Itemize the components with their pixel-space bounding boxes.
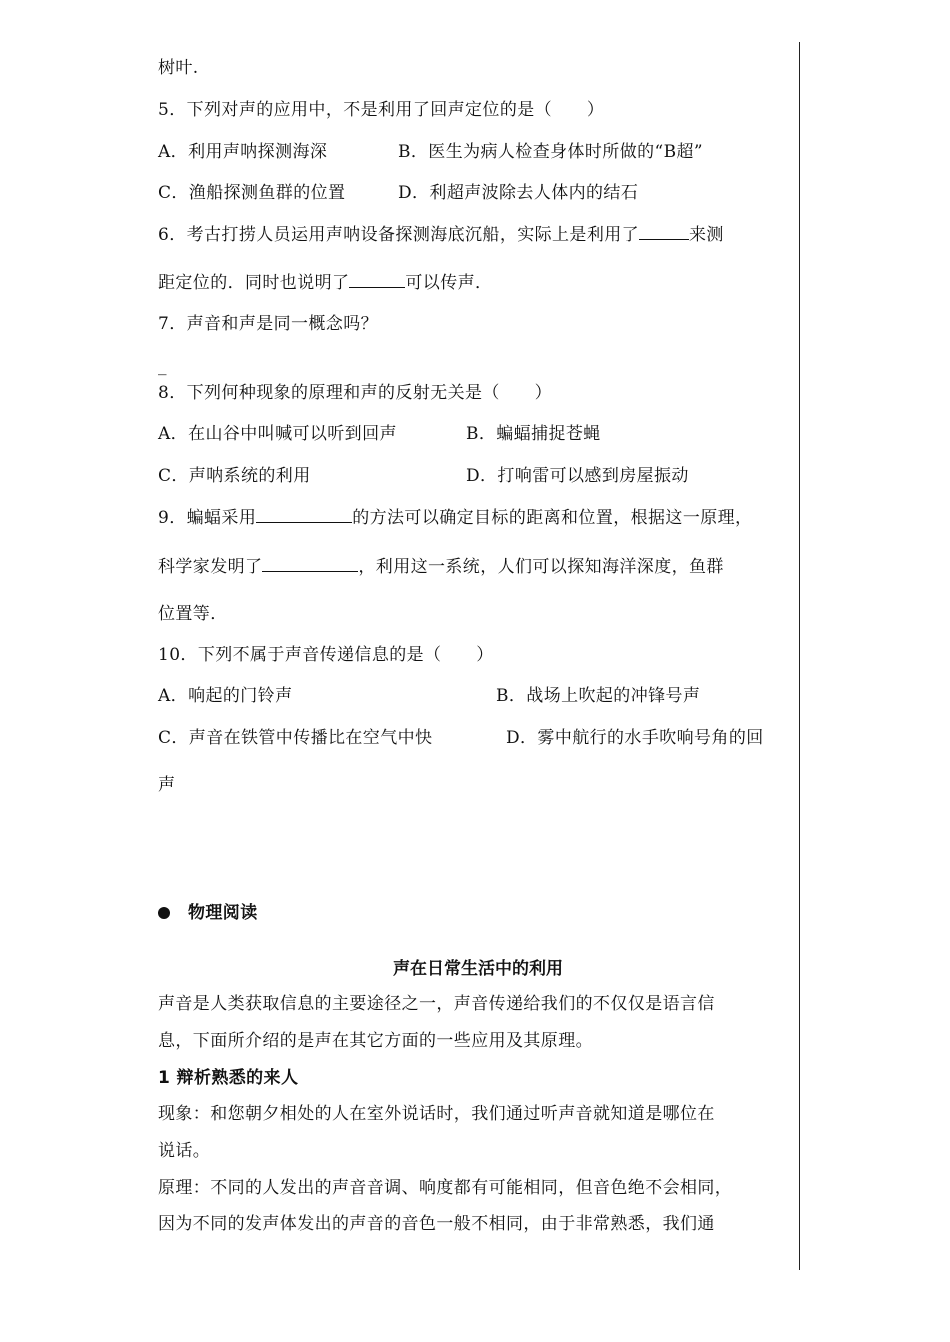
q10-stem: 10．下列不属于声音传递信息的是（ ） — [158, 645, 494, 665]
q7-answer-mark: _ — [158, 356, 167, 376]
q5-option-d: D．利超声波除去人体内的结石 — [398, 183, 639, 203]
q10-option-c: C．声音在铁管中传播比在空气中快 — [158, 728, 433, 748]
q10-option-d: D．雾中航行的水手吹响号角的回 — [506, 728, 764, 748]
q10-option-b: B．战场上吹起的冲锋号声 — [496, 686, 701, 706]
reading-phenomenon-1: 现象：和您朝夕相处的人在室外说话时，我们通过听声音就知道是哪位在 — [158, 1104, 715, 1124]
q9-line-3: 位置等． — [158, 604, 228, 624]
q6-line-1 — [158, 222, 724, 247]
q5-option-c: C．渔船探测鱼群的位置 — [158, 183, 346, 203]
q10-option-a: A．响起的门铃声 — [158, 686, 293, 706]
q7-stem: 7．声音和声是同一概念吗？ — [158, 314, 379, 334]
q9-text-2: 的方法可以确定目标的距离和位置，根据这一原理， — [352, 508, 753, 528]
reading-phenomenon-2: 说话。 — [158, 1141, 211, 1161]
page-border-line — [799, 42, 800, 1270]
q6-text-3: 距定位的．同时也说明了 — [158, 273, 350, 293]
q6-blank-2[interactable] — [349, 270, 405, 288]
q9-text-4: ，利用这一系统，人们可以探知海洋深度，鱼群 — [358, 557, 724, 577]
q6-text-1: 6．考古打捞人员运用声呐设备探测海底沉船，实际上是利用了 — [158, 225, 640, 245]
q10-option-d-cont: 声 — [158, 775, 176, 795]
reading-heading-1: 1 辩析熟悉的来人 — [158, 1068, 299, 1088]
bullet-icon — [158, 907, 170, 919]
q6-line-2 — [158, 270, 492, 295]
q6-blank-1[interactable] — [639, 222, 689, 240]
q8-option-c: C．声呐系统的利用 — [158, 466, 311, 486]
reading-intro-1: 声音是人类获取信息的主要途径之一，声音传递给我们的不仅仅是语言信 — [158, 994, 715, 1014]
q8-option-b: B．蝙蝠捕捉苍蝇 — [466, 424, 601, 444]
q4-tail: 树叶. — [158, 58, 199, 78]
reading-intro-2: 息，下面所介绍的是声在其它方面的一些应用及其原理。 — [158, 1031, 593, 1051]
reading-title: 声在日常生活中的利用 — [393, 959, 563, 979]
q9-blank-1[interactable] — [256, 505, 352, 523]
q9-text-1: 9．蝙蝠采用 — [158, 508, 257, 528]
q9-line-2 — [158, 554, 724, 579]
q8-option-a: A．在山谷中叫喊可以听到回声 — [158, 424, 397, 444]
q5-option-a: A．利用声呐探测海深 — [158, 142, 328, 162]
q6-text-2: 来测 — [689, 225, 724, 245]
q6-text-4: 可以传声． — [405, 273, 493, 293]
reading-principle-1: 原理：不同的人发出的声音音调、响度都有可能相同，但音色绝不会相同， — [158, 1178, 733, 1198]
q5-stem: 5．下列对声的应用中，不是利用了回声定位的是（ ） — [158, 100, 605, 120]
reading-section-header — [158, 901, 258, 925]
reading-principle-2: 因为不同的发声体发出的声音的音色一般不相同，由于非常熟悉，我们通 — [158, 1214, 715, 1234]
q8-stem: 8．下列何种现象的原理和声的反射无关是（ ） — [158, 383, 553, 403]
q9-blank-2[interactable] — [262, 554, 358, 572]
q9-line-1 — [158, 505, 752, 530]
q9-text-3: 科学家发明了 — [158, 557, 263, 577]
q8-option-d: D．打响雷可以感到房屋振动 — [466, 466, 689, 486]
reading-section-label: 物理阅读 — [188, 903, 258, 923]
q5-option-b: B．医生为病人检查身体时所做的“B超” — [398, 142, 703, 162]
